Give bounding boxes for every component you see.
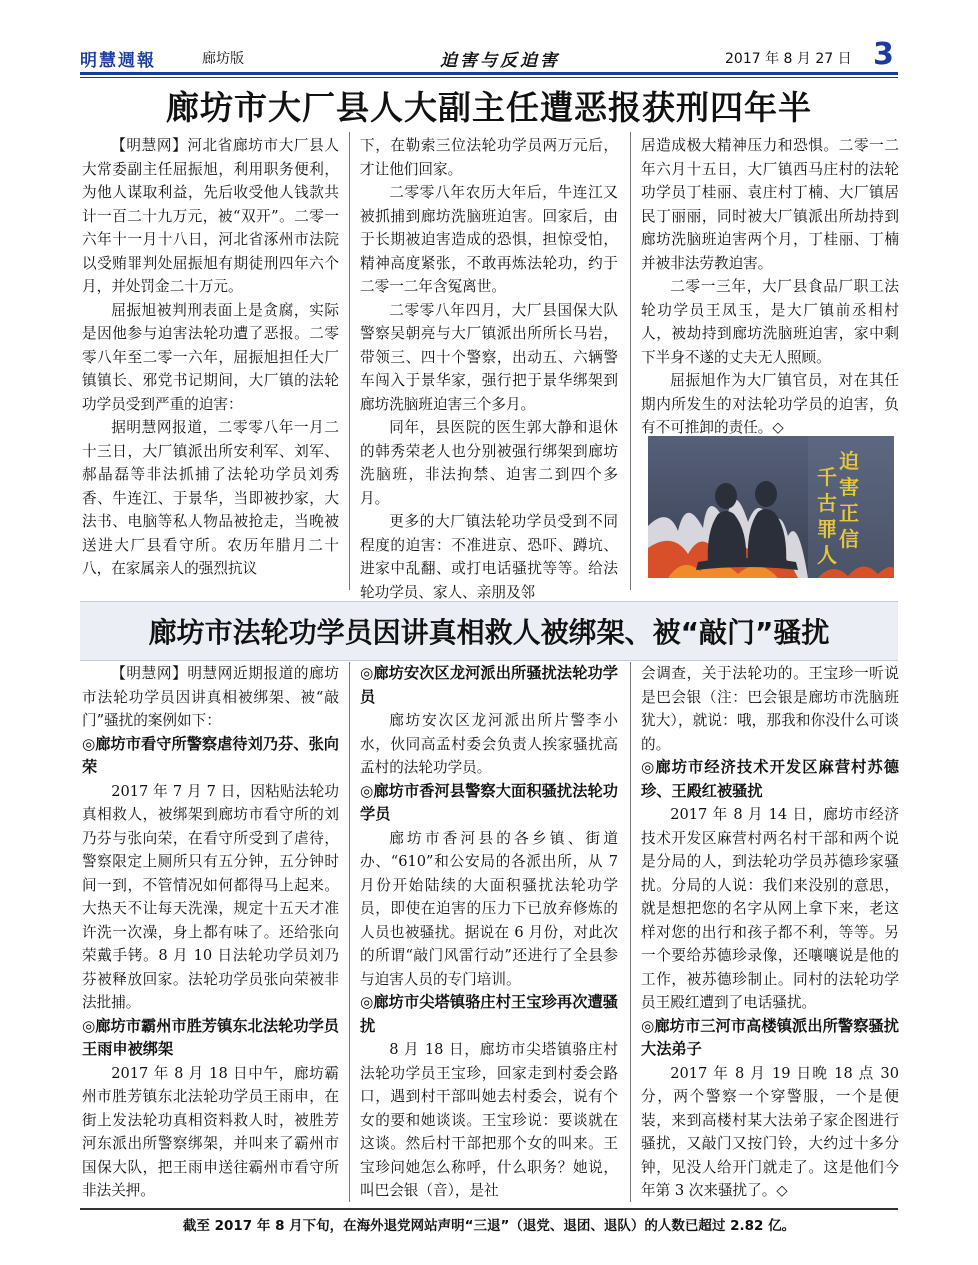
paragraph: 2017 年 8 月 14 日，廊坊市经济技术开发区麻营村两名村干部和两个说是分局的人，到法轮功学员苏德珍家骚扰。分局的人说：我们来没别的意思，就是想把您的名字从网上拿下来，老这样对您的出行和孩子都不利，等等。另一个要给苏德珍录像，还嚷嚷说是他的工作，被苏德珍制止。同村的法轮功学员王殿红遭到了电话骚扰。 bbox=[641, 806, 899, 1011]
subheading: ◎廊坊市尖塔镇骆庄村王宝珍再次遭骚扰 bbox=[360, 993, 618, 1035]
footer-rule bbox=[80, 1208, 898, 1210]
article2-title: 廊坊市法轮功学员因讲真相救人被绑架、被“敲门”骚扰 bbox=[148, 616, 830, 649]
footer-notice: 截至 2017 年 8 月下旬，在海外退党网站声明“三退”（退党、退团、退队）的人数已超过 2.82 亿。 bbox=[182, 1218, 796, 1234]
subheading: ◎廊坊市霸州市胜芳镇东北法轮功学员王雨申被绑架 bbox=[82, 1016, 339, 1058]
paragraph: 据明慧网报道，二零零八年一月二十三日，大厂镇派出所安利军、刘军、郝晶磊等非法抓捕了法轮功学员刘秀香、牛连江、于景华，当即被抄家，大法书、电脑等私人物品被抢走，当晚被送进大厂县看守所。农历年腊月二十八，在家属亲人的强烈抗议 bbox=[82, 419, 339, 577]
page-number: 3 bbox=[873, 37, 894, 72]
paragraph: 二零零八年四月，大厂县国保大队警察吴朝亮与大厂镇派出所所长马岩，带领三、四十个警察，出动五、六辆警车闯入于景华家，强行把于景华绑架到廊坊洗脑班迫害三个多月。 bbox=[360, 301, 618, 413]
article2-title-band bbox=[80, 601, 898, 661]
paragraph: 2017 年 8 月 19 日晚 18 点 30 分，两个警察一个穿警服，一个是便装，来到高楼村某大法弟子家企图进行骚扰，又敲门又按门铃，大约过十多分钟，见没人给开门就走了。这是他们今年第 3 次来骚扰了。◇ bbox=[641, 1064, 899, 1199]
subheading: ◎廊坊市经济技术开发区麻营村苏德珍、王殿红被骚扰 bbox=[641, 758, 899, 800]
paragraph: 下，在勒索三位法轮功学员两万元后，才让他们回家。 bbox=[360, 137, 618, 178]
article2-column-1 bbox=[82, 662, 339, 1202]
article2-column-2 bbox=[360, 662, 618, 1202]
paragraph: 8 月 18 日，廊坊市尖塔镇骆庄村法轮功学员王宝珍，回家走到村委会路口，遇到村干部叫她去村委会，说有个女的要和她谈谈。王宝珍说：要谈就在这谈。然后村干部把那个女的叫来。王宝珍问她怎么称呼，什么职务？她说，叫巴会银（音），是社 bbox=[360, 1041, 618, 1199]
page-header bbox=[80, 37, 898, 74]
paragraph: 廊坊市香河县的各乡镇、街道办、“610”和公安局的各派出所，从 7 月份开始陆续的大面积骚扰法轮功学员，即使在迫害的压力下已放弃修炼的人员也被骚扰。据说在 6 月份，对此次的所谓“敲门风雷行动”还进行了全县参与迫害人员的专门培训。 bbox=[360, 829, 618, 988]
image-caption-left: 千古罪人 bbox=[817, 465, 837, 567]
paragraph: 会调查，关于法轮功的。王宝珍一听说是巴会银（注：巴会银是廊坊市洗脑班犹大），就说：哦，那我和你没什么可谈的。 bbox=[641, 665, 899, 753]
paragraph: 2017 年 8 月 18 日中午，廊坊霸州市胜芳镇东北法轮功学员王雨申，在街上发法轮功真相资料救人时，被胜芳河东派出所警察绑架，并叫来了霸州市国保大队，把王雨申送往霸州市看守所非法关押。 bbox=[82, 1064, 339, 1199]
section-title: 迫害与反迫害 bbox=[440, 51, 560, 71]
paragraph: 屈振旭作为大厂镇官员，对在其任期内所发生的对法轮功学员的迫害，负有不可推卸的责任。◇ bbox=[641, 372, 899, 436]
issue-date: 2017 年 8 月 27 日 bbox=[725, 51, 852, 67]
header-rule bbox=[80, 72, 898, 75]
subheading: ◎廊坊市香河县警察大面积骚扰法轮功学员 bbox=[360, 781, 618, 823]
masthead: 明慧週報 bbox=[80, 51, 156, 71]
paragraph: 居造成极大精神压力和恐惧。二零一二年六月十五日，大厂镇西马庄村的法轮功学员丁桂丽、袁庄村丁楠、大厂镇居民丁丽丽，同时被大厂镇派出所劫持到廊坊洗脑班迫害两个月，丁桂丽、丁楠并被非法劳教迫害。 bbox=[641, 137, 899, 272]
paragraph: 更多的大厂镇法轮功学员受到不同程度的迫害：不准进京、恐吓、蹲坑、进家中乱翻、或打电话骚扰等等。给法轮功学员、家人、亲朋及邻 bbox=[360, 513, 618, 601]
subheading: ◎廊坊市看守所警察虐待刘乃芬、张向荣 bbox=[82, 734, 339, 776]
paragraph: 2017 年 7 月 7 日，因粘贴法轮功真相救人，被绑架到廊坊市看守所的刘乃芬与张向荣，在看守所受到了虐待，警察限定上厕所只有五分钟，五分钟时间一到，不管情况如何都得马上起来。大热天不让每天洗澡，规定十五天才准许洗一次澡，身上都有味了。还给张向荣戴手铐。8 月 10 日法轮功学员刘乃芬被释放回家。法轮功学员张向荣被非法批捕。 bbox=[82, 782, 339, 1011]
edition-label: 廊坊版 bbox=[202, 51, 244, 67]
paragraph: 廊坊安次区龙河派出所片警李小水，伙同高孟村委会负责人挨家骚扰高孟村的法轮功学员。 bbox=[360, 712, 618, 776]
paragraph: 屈振旭被判刑表面上是贪腐，实际是因他参与迫害法轮功遭了恶报。二零零八年至二零一六年，屈振旭担任大厂镇镇长、邪党书记期间，大厂镇的法轮功学员受到严重的迫害： bbox=[82, 301, 339, 413]
paragraph: 【明慧网】河北省廊坊市大厂县人大常委副主任屈振旭，利用职务便利，为他人谋取利益，先后收受他人钱款共计一百二十九万元，被“双开”。二零一六年十一月十八日，河北省涿州市法院以受贿罪判处屈振旭有期徒刑四年六个月，并处罚金二十万元。 bbox=[82, 137, 339, 295]
article2-column-3 bbox=[641, 662, 899, 1202]
article1-column-3 bbox=[641, 134, 899, 436]
subheading: ◎廊坊市三河市高楼镇派出所警察骚扰大法弟子 bbox=[641, 1016, 899, 1058]
subheading: ◎廊坊安次区龙河派出所骚扰法轮功学员 bbox=[360, 664, 618, 706]
paragraph: 同年，县医院的医生郭大静和退休的韩秀荣老人也分别被强行绑架到廊坊洗脑班，非法拘禁、迫害二到四个多月。 bbox=[360, 419, 618, 507]
paragraph: 二零零八年农历大年后，牛连江又被抓捕到廊坊洗脑班迫害。回家后，由于长期被迫害造成的恐惧，担惊受怕，精神高度紧张，不敢再炼法轮功，约于二零一二年含冤离世。 bbox=[360, 184, 618, 295]
column-divider bbox=[630, 132, 631, 590]
image-caption-right: 迫害正信 bbox=[839, 449, 859, 551]
article1-column-2 bbox=[360, 134, 618, 601]
column-divider bbox=[349, 662, 350, 1202]
paragraph: 二零一三年，大厂县食品厂职工法轮功学员王凤玉，是大厂镇前丞相村人，被劫持到廊坊洗脑班迫害，家中剩下半身不遂的丈夫无人照顾。 bbox=[641, 278, 899, 366]
header-rule-thin bbox=[80, 77, 898, 78]
illustration-image bbox=[648, 436, 894, 578]
article1-title: 廊坊市大厂县人大副主任遭恶报获刑四年半 bbox=[166, 88, 812, 127]
column-divider bbox=[630, 662, 631, 1202]
article1-column-1 bbox=[82, 134, 339, 594]
column-divider bbox=[349, 132, 350, 590]
paragraph: 【明慧网】明慧网近期报道的廊坊市法轮功学员因讲真相被绑架、被“敲门”骚扰的案例如下： bbox=[82, 665, 339, 729]
